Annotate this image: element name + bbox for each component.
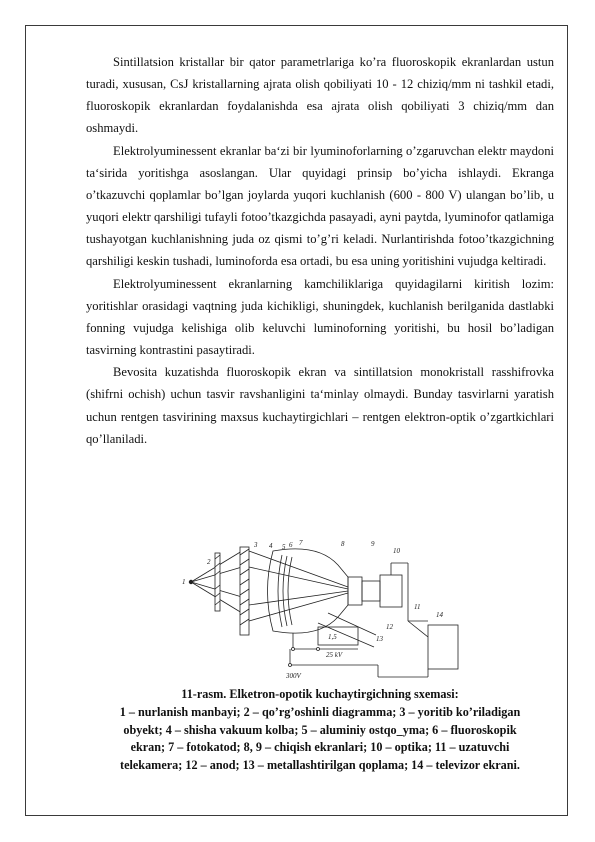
- telecamera: [380, 575, 402, 607]
- caption-line-1: 1 – nurlanish manbayi; 2 – qo’rg’oshinli diagramma; 3 – yoritib ko’riladigan: [119, 704, 521, 719]
- caption-line-4: telekamera; 12 – anod; 13 – metallashtirilgan qoplama; 14 – televizor ekrani.: [120, 758, 520, 773]
- caption-title: 11-rasm. Elketron-opotik kuchaytirgichning sxemasi:: [181, 687, 459, 701]
- lead-diaphragm: [215, 553, 220, 611]
- voltage-25kv: 25 kV: [326, 651, 343, 659]
- label-11: 11: [414, 603, 421, 611]
- vacuum-bulb: [268, 549, 349, 633]
- label-8: 8: [341, 540, 345, 548]
- paragraph-4: Bevosita kuzatishda fluoroskopik ekran va sintillatsion monokristall rasshifrovka (shifrni ochish) uchun tasvir ravshanligini ta‘minlay olmaydi. Bunday tasvirlarni yaratish uchun rentgen tasvirining maxsus kuchaytirgichlari – rentgen elektron-optik o’zgartkichlari qo’llaniladi.: [86, 365, 554, 446]
- label-2: 2: [207, 558, 211, 566]
- caption-line-3: ekran; 7 – fotokatod; 8, 9 – chiqish ekranlari; 10 – optika; 11 – uzatuvchi: [130, 740, 510, 755]
- label-5: 5: [282, 543, 286, 551]
- paragraph-2: Elektrolyuminessent ekranlar ba‘zi bir lyuminoforlarning o’zgaruvchan elektr maydoni ta‘sirida yoritishga asoslangan. Ular quyidagi prinsip bo’yicha ishlaydi. Ekranga o’tkazuvchi qoplamlar bo’lgan joylarda yuqori kuchlanish (600 - 800 V) ulangan bo’lib, u yuqori elektr qarshiligi tufayli fotoo’tkazgichda pasayadi, ayni paytda, lyuminofor qatlamiga tushayotgan kuchlanishning juda oz qismi to’g’ri keladi. Nurlantirishda fotoo’tkazgichning qarshiligi keskin tushadi, luminoforda esa ortadi, bu esa uning yoritishini vujudga keltiradi.: [86, 143, 554, 269]
- label-12: 12: [386, 623, 393, 631]
- output-screen: [348, 577, 362, 605]
- figure-caption: [86, 686, 554, 775]
- power-supply: [318, 627, 358, 645]
- label-14: 14: [436, 611, 443, 619]
- voltage-300v: 300V: [286, 672, 301, 680]
- label-10: 10: [393, 547, 400, 555]
- optics: [362, 581, 380, 601]
- label-6: 6: [289, 541, 293, 549]
- voltage-1-5: 1,5: [328, 633, 337, 641]
- label-4: 4: [269, 542, 273, 550]
- body-text: [86, 51, 554, 450]
- paragraph-3: Elektrolyuminessent ekranlarning kamchiliklariga quyidagilarni kiritish lozim: yoritishlar orasidagi vaqtning juda kichikligi, shuningdek, kuchlanish berilganida dastlabki fonning vujudga kelishiga olib keluvchi luminoforning yoritishi, bu hosil bo’ladigan tasvirning kontrastini pasaytiradi.: [86, 276, 554, 358]
- label-9: 9: [371, 540, 375, 548]
- television-screen: [428, 625, 458, 669]
- image-intensifier-diagram: [178, 537, 461, 681]
- caption-line-2: obyekt; 4 – shisha vakuum kolba; 5 – aluminiy ostqo_yma; 6 – fluoroskopik: [123, 722, 517, 737]
- label-7: 7: [299, 539, 303, 547]
- label-3: 3: [254, 541, 258, 549]
- paragraph-1: Sintillatsion kristallar bir qator parametrlariga ko’ra fluoroskopik ekranlardan ustun turadi, xususan, CsJ kristallarning ajrata olish qobiliyati 10 - 12 chiziq/mm ni tashkil etadi, fluoroskopik ekranlardan foydalanishda esa ajrata olish qobiliyati 3 chiziq/mm dan oshmaydi.: [86, 55, 554, 136]
- label-13: 13: [376, 635, 383, 643]
- label-1: 1: [182, 578, 186, 586]
